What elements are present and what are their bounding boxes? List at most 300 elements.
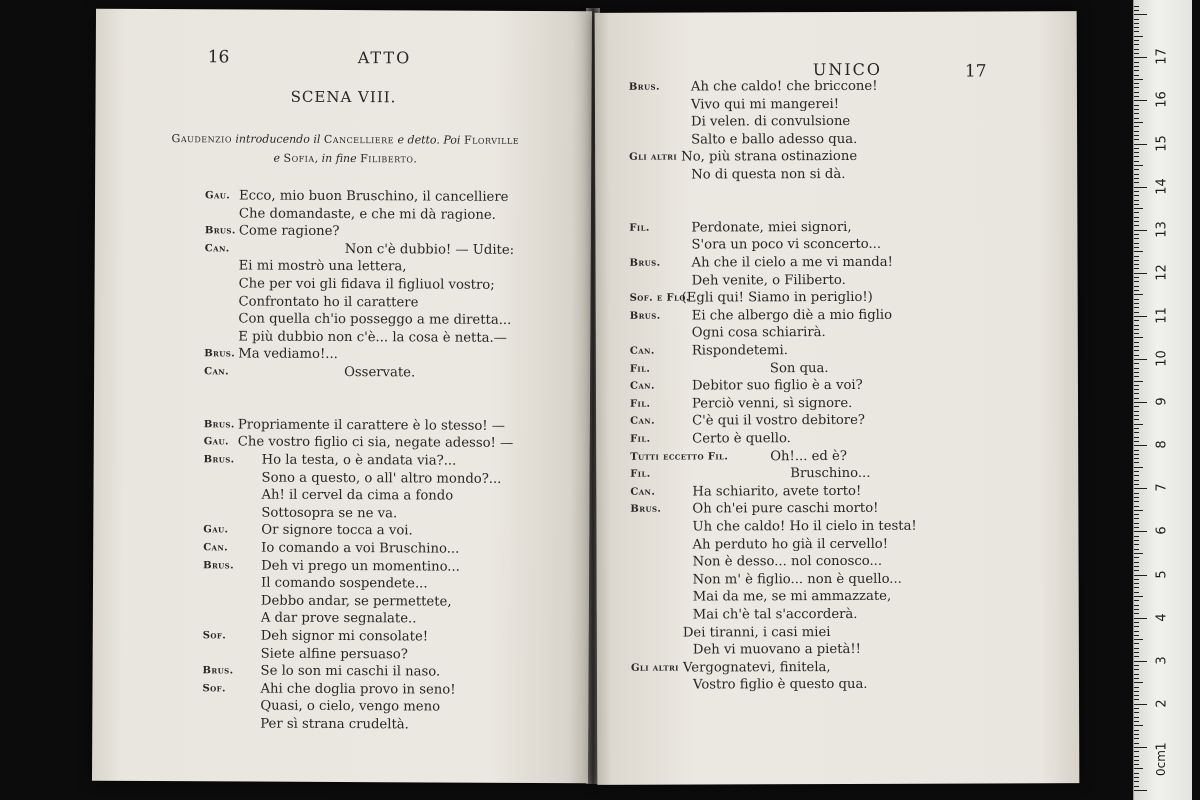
running-head-left: ATTO	[357, 48, 412, 68]
ruler-tick	[1134, 53, 1139, 54]
ruler-label: 10	[1154, 350, 1170, 367]
ruler-tick	[1134, 109, 1139, 110]
speaker-name: Brus.	[629, 310, 661, 322]
ruler-tick	[1134, 355, 1139, 356]
ruler-tick	[1134, 764, 1139, 765]
speaker-name: Gau.	[203, 524, 229, 536]
verse-text: Debitor suo figlio è a voi?	[691, 378, 863, 394]
dialogue-line	[630, 289, 990, 308]
ruler-tick	[1134, 467, 1143, 468]
ruler-label: 11	[1154, 307, 1170, 324]
ruler-tick	[1134, 204, 1139, 205]
speaker-name: Brus.	[628, 81, 660, 93]
verse-text: Deh vi prego un momentino...	[261, 558, 460, 575]
verse-text: Vostro figlio è questo qua.	[692, 677, 868, 693]
verse-text: Non è desso... nol conosco...	[692, 554, 883, 570]
ruler-tick	[1134, 682, 1143, 683]
dialogue-line	[630, 465, 990, 484]
ruler-tick	[1134, 441, 1139, 442]
ruler-tick	[1134, 178, 1139, 179]
ruler-tick	[1134, 768, 1143, 769]
ruler-tick	[1134, 514, 1139, 515]
ruler-tick	[1134, 406, 1139, 407]
ruler-tick	[1134, 66, 1139, 67]
ruler-tick	[1134, 303, 1139, 304]
verse-text: Che domandaste, e che mi dà ragione.	[238, 206, 496, 223]
ruler-tick	[1134, 635, 1139, 636]
ruler-tick	[1134, 191, 1139, 192]
ruler-tick	[1134, 105, 1139, 106]
ruler-tick	[1134, 230, 1147, 231]
ruler-tick	[1134, 381, 1143, 382]
verse-text: Ecco, mio buon Bruschino, il cancelliere	[239, 188, 509, 205]
dialogue-line	[631, 658, 991, 677]
speaker-name: Brus.	[629, 257, 661, 269]
dialogue-line	[631, 588, 991, 607]
ruler-tick	[1134, 350, 1139, 351]
ruler-tick	[1134, 699, 1139, 700]
ruler-tick	[1134, 316, 1147, 317]
ruler-tick	[1134, 294, 1143, 295]
verse-text: Siete alfine persuaso?	[260, 646, 408, 662]
verse-text: No di questa non si dà.	[691, 166, 846, 183]
right-page	[595, 11, 1080, 785]
speaker-name: Brus.	[202, 665, 234, 677]
dialogue-line	[631, 570, 991, 589]
ruler-tick	[1134, 475, 1139, 476]
dialogue-line	[630, 377, 990, 396]
ruler-tick	[1134, 691, 1139, 692]
verse-text: Deh venite, o Filiberto.	[691, 272, 846, 289]
ruler-tick	[1134, 501, 1139, 502]
speaker-name: Brus.	[204, 225, 236, 237]
verse-text: Osservate.	[344, 365, 416, 381]
ruler-tick	[1134, 695, 1139, 696]
ruler-tick	[1134, 19, 1139, 20]
ruler-tick	[1134, 156, 1139, 157]
verse-text: Ha schiarito, avete torto!	[692, 483, 862, 500]
verse-text: Sono a questo, o all' altro mondo?...	[261, 470, 502, 487]
speaker-name: Sof.	[202, 630, 227, 642]
ruler-tick	[1134, 536, 1139, 537]
dialogue-line	[629, 95, 989, 114]
ruler-tick	[1134, 238, 1139, 239]
ruler-tick	[1134, 182, 1139, 183]
ruler-tick	[1134, 363, 1139, 364]
verse-text: Sottosopra se ne va.	[261, 505, 398, 522]
ruler-tick	[1134, 165, 1143, 166]
ruler-label: 5	[1154, 569, 1170, 579]
ruler-tick	[1134, 393, 1139, 394]
ruler-tick	[1134, 493, 1139, 494]
ruler-tick	[1134, 613, 1139, 614]
verse-text: Deh signor mi consolate!	[260, 628, 429, 645]
speaker-name: Brus.	[204, 348, 236, 360]
ruler-tick	[1134, 247, 1139, 248]
ruler-tick	[1134, 454, 1139, 455]
ruler-tick	[1134, 385, 1139, 386]
dialogue-line	[629, 130, 989, 149]
verse-text: Or signore tocca a voi.	[261, 522, 413, 539]
ruler-tick	[1134, 312, 1139, 313]
ruler-label: 14	[1154, 177, 1170, 195]
ruler-tick	[1134, 10, 1139, 11]
verse-text: Certo è quello.	[692, 431, 791, 447]
ruler-tick	[1134, 325, 1139, 326]
stage-direction-text: , in fine	[314, 151, 361, 166]
speaker-name: Fil.	[630, 398, 651, 410]
ruler-label: 1	[1154, 742, 1170, 751]
dialogue-line	[630, 500, 990, 519]
verse-text: Perciò venni, sì signore.	[691, 395, 853, 412]
ruler-tick	[1134, 652, 1139, 653]
ruler-tick	[1134, 320, 1139, 321]
ruler-tick	[1134, 286, 1139, 287]
page-number-right: 17	[964, 61, 987, 82]
ruler-label: 4	[1154, 612, 1170, 622]
ruler-tick	[1134, 333, 1139, 334]
ruler-tick	[1134, 531, 1147, 532]
ruler-tick	[1134, 200, 1139, 201]
ruler-tick	[1134, 730, 1139, 731]
ruler-tick	[1134, 600, 1139, 601]
dialogue-line	[631, 553, 991, 572]
verse-text: Ogni cosa schiarirà.	[691, 325, 826, 341]
ruler-tick	[1134, 398, 1139, 399]
ruler-tick	[1134, 251, 1143, 252]
ruler-tick	[1134, 79, 1143, 80]
ruler-tick	[1134, 83, 1139, 84]
verse-text: Quasi, o cielo, vengo meno	[260, 698, 441, 715]
ruler-tick	[1134, 281, 1139, 282]
ruler-tick	[1134, 44, 1139, 45]
verse-text: Ahi che doglia provo in seno!	[260, 681, 456, 698]
verse-text: Ah che caldo! che briccone!	[690, 78, 878, 95]
ruler-tick	[1134, 243, 1139, 244]
verse-text: Deh vi muovano a pietà!!	[692, 642, 861, 658]
ruler-tick	[1134, 786, 1139, 787]
ruler-tick	[1134, 131, 1139, 132]
ruler-tick	[1134, 704, 1147, 705]
ruler-tick	[1134, 665, 1139, 666]
ruler-label: 9	[1154, 397, 1170, 406]
ruler-tick	[1134, 661, 1147, 662]
ruler-tick	[1134, 751, 1139, 752]
ruler-label: 13	[1154, 220, 1170, 238]
speaker-name: Can.	[203, 542, 229, 554]
ruler-tick	[1134, 122, 1143, 123]
ruler-tick	[1134, 631, 1139, 632]
ruler-tick	[1134, 506, 1139, 507]
dialogue-line	[630, 517, 990, 536]
ruler-tick	[1134, 27, 1139, 28]
dialogue-line	[630, 271, 990, 290]
speaker-name: Can.	[629, 345, 655, 357]
left-page	[92, 9, 592, 784]
ruler-tick	[1134, 424, 1143, 425]
verse-text: Ho la testa, o è andata via?...	[261, 452, 457, 469]
verse-text: Ah che il cielo a me vi manda!	[691, 254, 893, 271]
ruler-label: 8	[1154, 440, 1170, 449]
dialogue-line	[630, 324, 990, 343]
ruler-tick	[1134, 419, 1139, 420]
ruler-tick	[1134, 497, 1139, 498]
ruler-tick	[1134, 781, 1139, 782]
ruler-tick	[1134, 458, 1139, 459]
ruler-tick	[1134, 725, 1143, 726]
dialogue-line	[630, 359, 990, 378]
verse-text: No, più strana ostinazione	[681, 149, 858, 165]
ruler-tick	[1134, 96, 1139, 97]
ruler-label: 12	[1154, 264, 1170, 281]
ruler-tick	[1134, 484, 1139, 485]
dialogue-line	[631, 623, 991, 642]
ruler-tick	[1134, 471, 1139, 472]
ruler-tick	[1134, 256, 1139, 257]
verse-text: E più dubbio non c'è... la cosa è netta.—	[238, 329, 507, 346]
ruler-tick	[1134, 747, 1147, 748]
measurement-ruler	[1133, 0, 1192, 800]
ruler-tick	[1134, 187, 1147, 188]
ruler-tick	[1134, 389, 1139, 390]
ruler-tick	[1134, 126, 1139, 127]
speaker-name: Sof.	[202, 683, 226, 695]
ruler-tick	[1134, 161, 1139, 162]
ruler-tick	[1134, 575, 1147, 576]
ruler-tick	[1134, 87, 1139, 88]
ruler-tick	[1134, 626, 1139, 627]
ruler-label: 7	[1154, 483, 1170, 492]
ruler-tick	[1134, 139, 1139, 140]
ruler-tick	[1134, 6, 1139, 7]
ruler-tick	[1134, 31, 1139, 32]
dialogue-line	[631, 676, 991, 695]
dialogue-line	[629, 165, 989, 184]
ruler-tick	[1134, 62, 1139, 63]
ruler-tick	[1134, 70, 1139, 71]
ruler-tick	[1134, 359, 1147, 360]
dialogue-line	[629, 236, 989, 255]
verse-text: Son qua.	[769, 360, 829, 376]
ruler-tick	[1134, 587, 1139, 588]
ruler-tick	[1134, 777, 1139, 778]
ruler-tick	[1134, 437, 1139, 438]
ruler-tick	[1134, 734, 1139, 735]
ruler-unit-label: 0cm	[1154, 750, 1168, 776]
ruler-tick	[1134, 118, 1139, 119]
ruler-tick	[1134, 656, 1139, 657]
speaker-name: Brus.	[203, 559, 235, 572]
ruler-tick	[1134, 368, 1139, 369]
ruler-tick	[1134, 566, 1139, 567]
ruler-tick	[1134, 527, 1139, 528]
verse-text: Ei che albergo diè a mio figlio	[691, 307, 893, 324]
verse-text: Mai ch'è tal s'accorderà.	[692, 606, 858, 623]
speaker-name: Brus.	[203, 454, 235, 466]
ruler-tick	[1134, 329, 1139, 330]
ruler-tick	[1134, 372, 1139, 373]
verse-text: Per sì strana crudeltà.	[260, 716, 409, 733]
verse-text: Mai da me, se mi ammazzate,	[692, 589, 892, 605]
ruler-tick	[1134, 40, 1139, 41]
ruler-tick	[1134, 579, 1139, 580]
character-name: Gaudenzio	[171, 132, 232, 146]
speaker-name: Fil.	[630, 468, 651, 480]
stage-direction-text: e detto. Poi	[394, 133, 465, 147]
dialogue-line	[630, 447, 990, 466]
verse-text: Di velen. di convulsione	[691, 114, 851, 130]
dialogue-line	[630, 306, 990, 325]
ruler-tick	[1134, 411, 1139, 412]
running-head-right: UNICO	[812, 59, 883, 80]
ruler-tick	[1134, 488, 1147, 489]
verse-text: Se lo son mi caschi il naso.	[260, 663, 441, 680]
dialogue-line	[629, 77, 989, 96]
ruler-tick	[1134, 622, 1139, 623]
ruler-tick	[1134, 208, 1143, 209]
dialogue-line	[630, 482, 990, 501]
character-name: Cancelliere	[323, 132, 395, 147]
ruler-tick	[1134, 75, 1139, 76]
ruler-tick	[1134, 523, 1139, 524]
dialogue-line	[629, 201, 989, 220]
verse-text: Oh!... ed è?	[770, 448, 847, 464]
verse-text: Bruschino...	[790, 466, 871, 482]
ruler-tick	[1134, 678, 1139, 679]
ruler-tick	[1134, 217, 1139, 218]
speaker-name: Can.	[630, 416, 655, 428]
ruler-tick	[1134, 264, 1139, 265]
ruler-tick	[1134, 596, 1143, 597]
verse-text: Che per voi gli fidava il figliuol vostro;	[238, 276, 495, 293]
speaker-name: Can.	[629, 380, 655, 392]
ruler-tick	[1134, 648, 1139, 649]
speaker-name: Can.	[204, 243, 230, 255]
verse-text: A dar prove segnalate..	[260, 610, 417, 627]
ruler-tick	[1134, 195, 1139, 196]
ruler-tick	[1134, 717, 1139, 718]
stage-heading	[125, 129, 565, 169]
ruler-tick	[1134, 23, 1139, 24]
dialogue-line	[630, 341, 990, 360]
ruler-tick	[1134, 669, 1139, 670]
ruler-tick	[1134, 376, 1139, 377]
ruler-tick	[1134, 480, 1139, 481]
character-name: Florville	[463, 133, 520, 147]
dialogue-line	[630, 394, 990, 413]
ruler-tick	[1134, 212, 1139, 213]
dialogue-line	[629, 148, 989, 167]
ruler-tick	[1134, 562, 1139, 563]
dialogue-line	[629, 218, 989, 237]
verse-text: (Egli qui! Siamo in periglio!)	[681, 290, 873, 306]
ruler-tick	[1134, 510, 1143, 511]
verse-text: Uh che caldo! Ho il cielo in testa!	[692, 518, 917, 535]
speaker-name: Brus.	[203, 419, 235, 431]
verse-text: Ei mi mostrò una lettera,	[238, 258, 407, 275]
ruler-tick	[1134, 445, 1147, 446]
verse-text: Propriamente il carattere è lo stesso! —	[237, 417, 506, 434]
ruler-tick	[1134, 721, 1139, 722]
ruler-tick	[1134, 92, 1139, 93]
dialogue-line	[629, 183, 989, 202]
ruler-tick	[1134, 273, 1147, 274]
ruler-tick	[1134, 299, 1139, 300]
ruler-tick	[1134, 234, 1139, 235]
ruler-tick	[1134, 639, 1143, 640]
speaker-name: Gau.	[205, 190, 231, 202]
ruler-tick	[1134, 169, 1139, 170]
ruler-tick	[1134, 290, 1139, 291]
ruler-tick	[1134, 402, 1147, 403]
ruler-label: 3	[1154, 656, 1170, 665]
speaker-name: Fil.	[629, 363, 651, 375]
ruler-tick	[1134, 518, 1139, 519]
ruler-tick	[1134, 592, 1139, 593]
ruler-tick	[1134, 346, 1139, 347]
verse-text: Ah! il cervel da cima a fondo	[261, 487, 454, 504]
verse-text: Dei tiranni, i casi miei	[682, 624, 831, 641]
speaker-name: Sof. e Flo.	[629, 292, 690, 304]
ruler-tick	[1134, 557, 1139, 558]
verse-text: Debbo andar, se permettete,	[260, 593, 452, 610]
verse-text: Vergognatevi, finitela,	[682, 659, 831, 676]
ruler-tick	[1134, 450, 1139, 451]
dialogue-line	[630, 412, 990, 431]
dialogue-line	[629, 113, 989, 132]
ruler-tick	[1134, 553, 1143, 554]
character-name: Sofia	[283, 151, 315, 165]
scene-title: SCENA VIII.	[290, 87, 397, 107]
verse-text: Come ragione?	[238, 223, 340, 240]
ruler-tick	[1134, 57, 1147, 58]
speaker-name: Can.	[204, 366, 230, 378]
verse-text: C'è qui il vostro debitore?	[692, 413, 866, 429]
ruler-label: 16	[1154, 91, 1170, 109]
verse-text: Confrontato ho il carattere	[238, 294, 419, 310]
ruler-tick	[1134, 268, 1139, 269]
ruler-tick	[1134, 221, 1139, 222]
ruler-tick	[1134, 135, 1139, 136]
speaker-name: Fil.	[629, 222, 650, 234]
ruler-tick	[1134, 462, 1139, 463]
dialogue-line	[630, 535, 990, 554]
ruler-tick	[1134, 277, 1139, 278]
verse-text: Io comando a voi Bruschino...	[261, 540, 460, 557]
dialogue-line	[631, 641, 991, 660]
verse-text: Ah perduto ho già il cervello!	[692, 536, 889, 553]
ruler-tick	[1134, 760, 1139, 761]
stage-direction-text: introducendo il	[231, 132, 324, 146]
character-name: Filiberto	[360, 152, 414, 166]
ruler-tick	[1134, 544, 1139, 545]
ruler-tick	[1134, 260, 1139, 261]
verse-text: Non c'è dubbio! — Udite:	[344, 241, 515, 258]
dialogue-line	[630, 429, 990, 448]
ruler-tick	[1134, 708, 1139, 709]
ruler-tick	[1134, 14, 1147, 15]
ruler-tick	[1134, 36, 1143, 37]
ruler-tick	[1134, 643, 1139, 644]
ruler-label: 2	[1154, 699, 1170, 708]
page-number-left: 16	[207, 47, 230, 68]
verse-text: Non m' è figlio... non è quello...	[692, 571, 902, 588]
ruler-tick	[1134, 307, 1139, 308]
speaker-name: Gli altri	[629, 151, 678, 164]
ruler-tick	[1134, 674, 1139, 675]
verse-text: Che vostro figlio ci sia, negate adesso! —	[237, 434, 514, 452]
ruler-tick	[1134, 790, 1147, 791]
